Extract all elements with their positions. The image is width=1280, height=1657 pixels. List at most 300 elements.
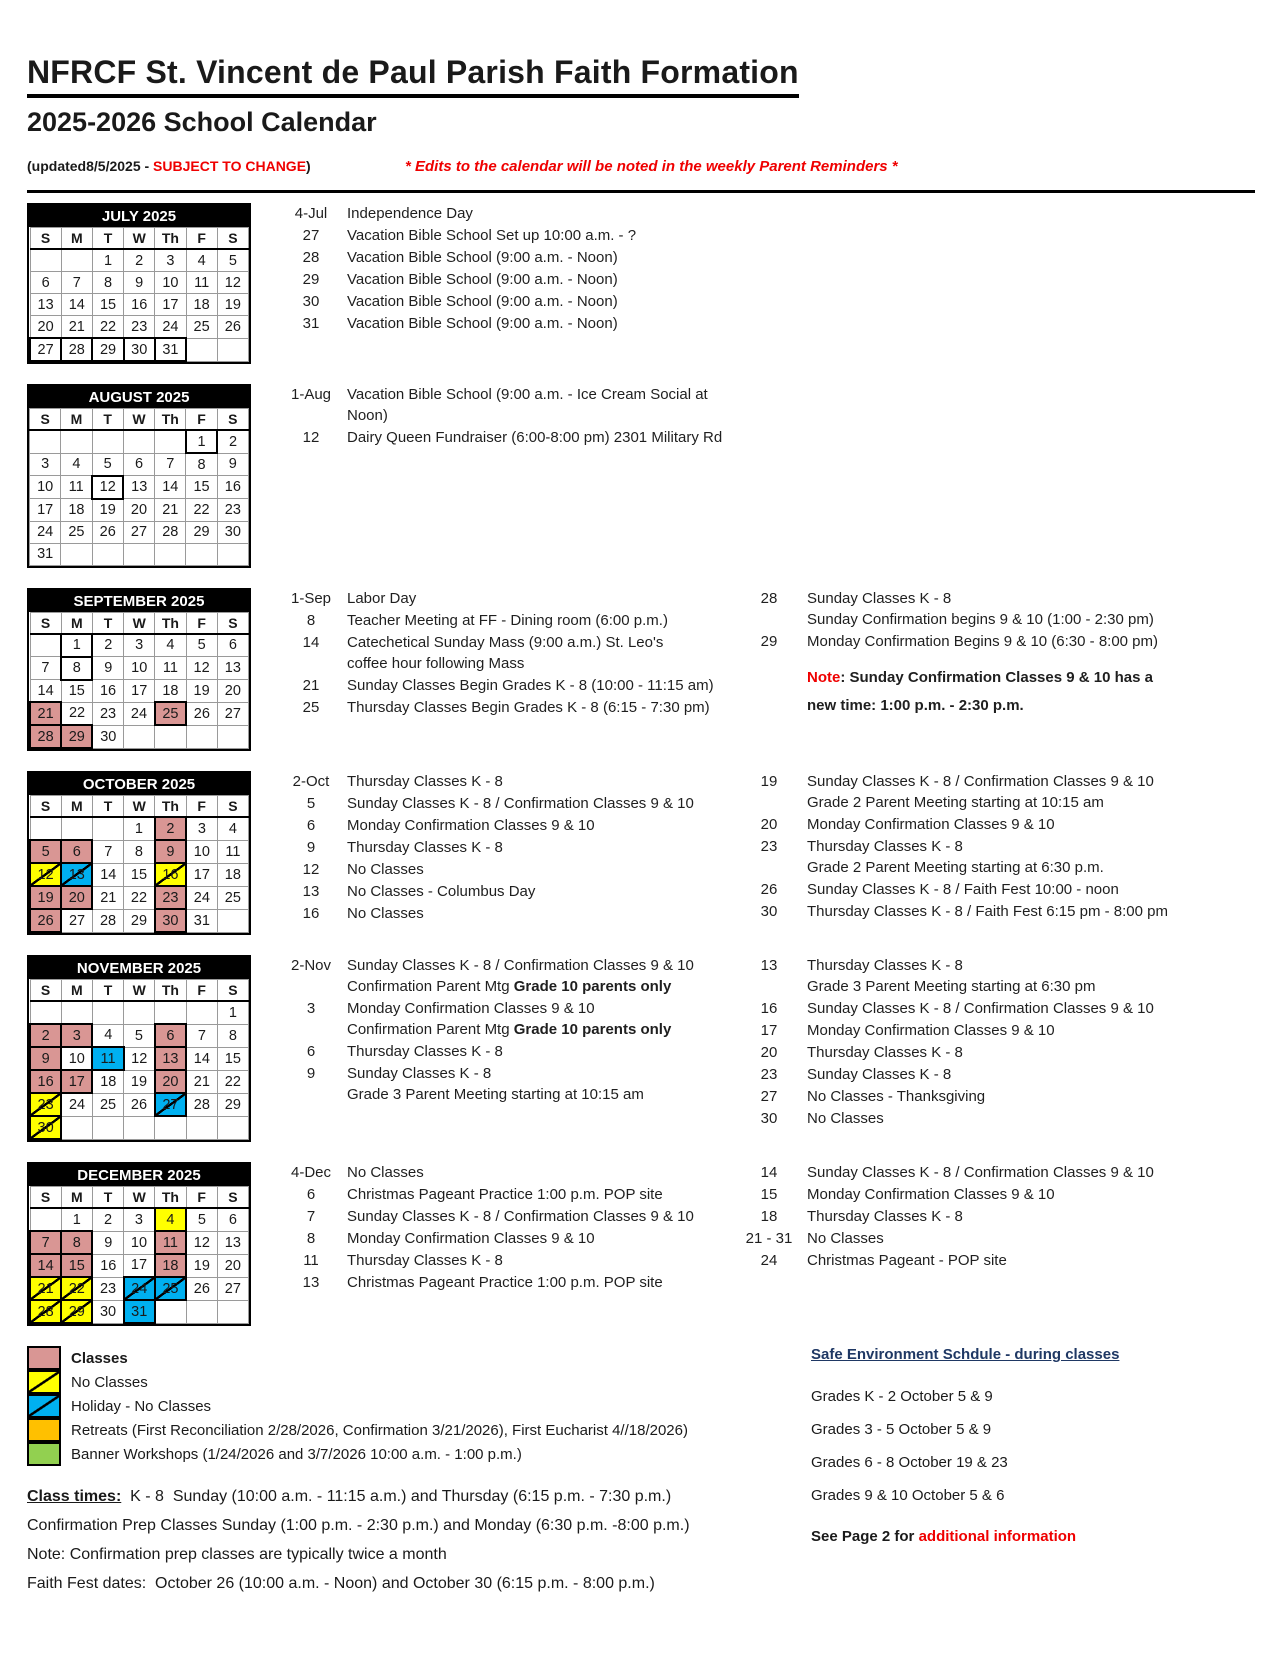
event-date: 9 [306,1065,316,1082]
event-date: 8 [306,611,316,629]
day-cell [217,725,248,748]
week-row [30,1300,249,1323]
day-cell: 7 [30,1231,61,1254]
day-cell: 4 [217,817,248,840]
day-cell: 19 [186,680,217,703]
events-column [283,203,745,335]
day-header: Th [155,228,186,250]
day-cell [186,725,217,748]
day-cell: 16 [92,1254,123,1277]
event-line [807,695,1153,716]
day-cell: 19 [124,1070,155,1093]
day-cell: 5 [186,634,217,657]
event-line [347,247,618,268]
class-times-text-1: K - 8 Sunday (10:00 a.m. - 11:15 a.m.) and Thursday (6:15 p.m. - 7:30 p.m.) [121,1488,672,1505]
day-cell: 28 [92,909,123,932]
day-cell: 11 [92,1047,123,1070]
event-row [745,1064,1255,1085]
see-page-highlight: additional information [918,1528,1077,1545]
event-line [347,1084,644,1105]
day-cell: 25 [61,521,92,543]
events-column [283,1162,745,1294]
day-cell: 13 [217,1231,248,1254]
week-row [30,430,249,453]
day-cell: 26 [92,521,123,543]
legend-label: Classes [71,1349,128,1367]
event-text [347,610,668,631]
day-header: F [186,1187,217,1209]
event-text-segment: No Classes [807,1230,884,1247]
event-line [347,1019,671,1040]
event-text [807,1042,963,1063]
legend-item [27,1394,787,1418]
day-cell: 9 [124,272,155,294]
event-line [347,653,663,674]
event-date: 23 [760,1066,778,1083]
day-cell: 2 [155,817,186,840]
event-text [347,1228,595,1249]
week-row [30,634,249,657]
day-cell: 3 [186,817,217,840]
event-row [283,203,745,224]
week-row [30,886,249,909]
day-header: F [186,409,217,431]
day-header: S [30,612,61,634]
day-cell [186,338,217,361]
event-text-segment: Sunday Classes K - 8 / Confirmation Classes 9 & 10 [347,1208,694,1225]
event-line [807,955,1096,976]
event-row [283,291,745,312]
event-row [283,1228,745,1249]
day-cell: 6 [217,634,248,657]
event-line [807,1228,884,1249]
day-cell [217,909,248,932]
event-text [347,771,503,792]
day-cell: 26 [217,316,248,339]
day-cell: 2 [30,1024,61,1047]
event-text-segment: Vacation Bible School (9:00 a.m. - Noon) [347,293,618,310]
day-cell [217,1300,248,1323]
week-row [30,249,249,272]
day-header: T [92,796,123,818]
day-cell [186,1001,217,1024]
legend-swatch-u [27,1394,61,1418]
event-line [347,771,503,792]
day-header: Th [155,980,186,1002]
safe-environment-line: Grades 3 - 5 October 5 & 9 [811,1421,992,1438]
week-row [30,1277,249,1300]
day-cell [92,543,123,565]
day-cell [217,543,248,565]
day-header: Th [155,409,186,431]
day-header: W [124,796,155,818]
event-date: 4-Jul [294,205,328,222]
event-text [347,881,535,902]
event-text-segment: Sunday Classes Begin Grades K - 8 (10:00 - 11:15 am) [347,676,714,694]
event-date: 7 [306,1208,316,1225]
day-cell: 24 [30,521,61,543]
day-cell: 16 [92,680,123,703]
day-cell [155,543,186,565]
calendar-title: OCTOBER 2025 [29,773,249,795]
event-text-segment: Thursday Classes K - 8 [807,957,963,974]
event-date: 15 [760,1186,778,1203]
safe-environment-line: Grades 6 - 8 October 19 & 23 [811,1454,1008,1471]
day-cell: 4 [61,453,92,476]
event-row [745,771,1255,813]
event-line [347,1272,663,1293]
day-cell [61,1001,92,1024]
event-text-segment: Thursday Classes K - 8 [347,1252,503,1269]
event-row [745,1162,1255,1183]
event-row [283,1206,745,1227]
event-line [347,976,694,997]
day-header: S [217,228,248,250]
calendar-november [27,955,251,1142]
event-text [347,1206,694,1227]
event-line [807,1108,884,1129]
day-header: T [92,228,123,250]
event-row [745,814,1255,835]
event-date: 13 [760,957,778,974]
week-row [30,1001,249,1024]
day-header: T [92,409,123,431]
event-text [347,1162,424,1183]
day-cell: 13 [123,476,154,499]
day-cell: 10 [61,1047,92,1070]
legend-item [27,1442,787,1466]
event-text-segment: Vacation Bible School (9:00 a.m. - Ice Cream Social at Noon) [347,386,708,424]
day-cell: 22 [61,1277,92,1300]
month-row-august [27,384,1255,568]
event-date: 25 [302,698,320,716]
day-cell: 10 [124,657,155,680]
week-row [30,476,249,499]
day-cell: 3 [124,1208,155,1231]
event-date: 16 [302,905,320,922]
class-times-line-2: Confirmation Prep Classes Sunday (1:00 p.m. - 2:30 p.m.) and Monday (6:30 p.m. -8:00 p.m.) [27,1517,690,1534]
calendar-september [27,588,251,752]
event-date: 2-Oct [292,773,330,790]
event-line [807,792,1154,813]
event-text [347,903,424,924]
event-line [347,203,473,224]
day-header: S [217,1187,248,1209]
event-text [807,1250,1007,1271]
event-row [745,955,1255,997]
event-row [283,903,745,924]
week-row [30,863,249,886]
day-cell [186,543,217,565]
event-text-segment: Labor Day [347,589,417,607]
legend-label: Retreats (First Reconciliation 2/28/2026, Confirmation 3/21/2026), First Eucharist 4//18/2026) [71,1421,688,1439]
day-cell [30,249,61,272]
event-row [283,955,745,997]
event-text-segment: Christmas Pageant Practice 1:00 p.m. POP site [347,1274,663,1291]
month-row-december [27,1162,1255,1326]
event-date: 14 [302,633,320,651]
event-line [807,836,1104,857]
event-line [347,697,710,718]
event-text-segment: Monday Confirmation Classes 9 & 10 [807,1186,1055,1203]
day-header-row [30,612,249,634]
day-cell: 10 [186,840,217,863]
day-cell: 3 [61,1024,92,1047]
events-column [745,771,1255,923]
event-text [807,1228,884,1249]
event-text [347,203,473,224]
day-cell: 25 [155,1277,186,1300]
event-line [347,225,636,246]
day-cell: 9 [155,840,186,863]
day-cell [30,817,61,840]
day-cell: 4 [92,1024,123,1047]
day-cell: 10 [155,272,186,294]
day-header: S [217,796,248,818]
event-line [347,1162,424,1183]
calendar-grid [29,795,249,933]
event-text-segment: Thursday Classes K - 8 [807,1208,963,1225]
day-cell [124,725,155,748]
day-cell [92,1116,123,1139]
event-text-segment: Vacation Bible School (9:00 a.m. - Noon) [347,315,618,332]
event-text-segment: Sunday Confirmation Classes 9 & 10 has a [849,668,1153,686]
event-date: 18 [760,1208,778,1225]
day-cell: 17 [186,863,217,886]
event-line [807,998,1154,1019]
event-text [807,1184,1055,1205]
event-row [283,1162,745,1183]
safe-environment-block [787,1346,1255,1604]
day-cell: 24 [124,1277,155,1300]
event-text [347,815,595,836]
event-text-segment: new time: 1:00 p.m. - 2:30 p.m. [807,696,1024,714]
day-cell: 16 [124,294,155,316]
day-header-row [30,796,249,818]
day-cell: 18 [155,1254,186,1277]
day-cell: 9 [92,1231,123,1254]
day-header-row [30,1187,249,1209]
legend-swatch-g [27,1442,61,1466]
event-text-segment: Sunday Classes K - 8 / Faith Fest 10:00 - noon [807,881,1119,898]
events-column [745,1162,1255,1272]
event-row [283,815,745,836]
day-cell: 15 [92,294,123,316]
day-cell: 5 [217,249,248,272]
day-cell: 28 [30,725,61,748]
day-cell: 11 [186,272,217,294]
day-cell: 17 [30,499,61,522]
day-cell: 5 [186,1208,217,1231]
day-cell: 21 [30,1277,61,1300]
day-cell: 20 [217,1254,248,1277]
day-cell [155,725,186,748]
event-text [807,814,1055,835]
event-text-segment: Sunday Classes K - 8 [807,589,952,607]
week-row [30,1254,249,1277]
event-row [283,225,745,246]
day-cell [217,1116,248,1139]
day-cell: 4 [155,634,186,657]
event-line [807,1206,963,1227]
day-cell: 30 [30,1116,61,1139]
event-line [807,976,1096,997]
event-text [807,667,1153,723]
events-column [745,955,1255,1130]
week-row [30,725,249,748]
day-cell: 15 [61,1254,92,1277]
event-row [745,1020,1255,1041]
calendar-title: AUGUST 2025 [29,386,249,408]
event-date: 8 [306,1230,316,1247]
day-cell: 21 [155,499,186,522]
day-cell: 1 [217,1001,248,1024]
event-text [807,1020,1055,1041]
legend-swatch-y [27,1370,61,1394]
note-row [745,667,1255,723]
event-date: 17 [760,1022,778,1039]
day-cell [92,1001,123,1024]
legend-item [27,1370,787,1394]
day-cell: 24 [124,702,155,725]
event-text-segment: No Classes [347,905,424,922]
day-cell: 18 [61,499,92,522]
event-date: 19 [760,773,778,790]
event-text [347,1184,663,1205]
day-cell [61,249,92,272]
legend-item [27,1418,787,1442]
day-cell [186,1300,217,1323]
day-header: S [30,980,61,1002]
day-cell: 20 [217,680,248,703]
day-cell: 31 [124,1300,155,1323]
page-subtitle: 2025-2026 School Calendar [27,107,377,137]
week-row [30,1116,249,1139]
day-header: M [61,1187,92,1209]
day-cell: 25 [92,1093,123,1116]
calendar-grid [29,612,249,750]
day-cell: 9 [92,657,123,680]
day-cell: 28 [155,521,186,543]
month-row-november [27,955,1255,1142]
day-cell: 21 [92,886,123,909]
event-date: 28 [302,249,320,266]
day-cell: 7 [186,1024,217,1047]
day-cell [30,430,61,453]
day-cell: 16 [30,1070,61,1093]
event-text-segment: Teacher Meeting at FF - Dining room (6:00 p.m.) [347,611,668,629]
event-text [347,291,618,312]
event-text [807,771,1154,813]
event-date: 6 [306,1043,316,1060]
day-cell: 7 [155,453,186,476]
event-date: 16 [760,1000,778,1017]
event-date: 21 - 31 [745,1230,793,1247]
day-cell: 30 [92,725,123,748]
week-row [30,453,249,476]
day-header-row [30,409,249,431]
day-cell: 18 [217,863,248,886]
see-page-prefix: See Page 2 for [811,1528,919,1545]
day-cell: 5 [92,453,123,476]
event-text-segment: Sunday Classes K - 8 [347,1065,492,1082]
day-header: M [61,796,92,818]
class-times-label: Class times: [27,1488,122,1505]
day-cell: 3 [30,453,61,476]
event-line [347,384,745,426]
day-cell: 22 [61,702,92,725]
day-cell: 27 [217,702,248,725]
event-line [807,1162,1154,1183]
day-cell: 31 [186,909,217,932]
event-text-segment: No Classes [347,1164,424,1181]
day-header: W [124,1187,155,1209]
event-date: 28 [760,589,778,607]
event-row [283,1184,745,1205]
day-cell: 14 [186,1047,217,1070]
day-cell: 12 [124,1047,155,1070]
day-cell [123,543,154,565]
day-cell: 8 [124,840,155,863]
events-spacer [745,653,1255,667]
event-text-segment: Independence Day [347,205,473,222]
event-text-segment: Thursday Classes Begin Grades K - 8 (6:15 - 7:30 pm) [347,698,710,716]
event-line [807,1042,963,1063]
day-cell: 1 [186,430,217,453]
week-row [30,909,249,932]
day-cell: 23 [217,499,248,522]
event-date: 20 [760,816,778,833]
day-cell [61,817,92,840]
day-cell: 26 [186,1277,217,1300]
calendar-title: DECEMBER 2025 [29,1164,249,1186]
event-text-segment: No Classes - Columbus Day [347,883,536,900]
event-text-segment: Monday Confirmation Classes 9 & 10 [347,1230,595,1247]
event-row [745,1206,1255,1227]
day-cell: 4 [186,249,217,272]
event-date: 13 [302,883,320,900]
day-header: F [186,980,217,1002]
subject-to-change: SUBJECT TO CHANGE [153,158,307,174]
event-date: 6 [306,1186,316,1203]
class-times-line-3: Note: Confirmation prep classes are typically twice a month [27,1546,447,1563]
day-cell: 13 [30,294,61,316]
day-header: W [124,228,155,250]
day-cell: 17 [61,1070,92,1093]
event-date: 27 [760,1088,778,1105]
event-row [283,384,745,426]
day-header: S [217,409,248,431]
day-cell: 12 [186,1231,217,1254]
day-cell: 30 [217,521,248,543]
event-text-segment: Sunday Classes K - 8 [807,1066,952,1083]
event-line [347,1063,644,1084]
event-text-segment: Confirmation Parent Mtg [347,1021,514,1038]
event-text [347,225,636,246]
event-text-segment: Thursday Classes K - 8 / Faith Fest 6:15 pm - 8:00 pm [807,903,1168,920]
event-date: 20 [760,1044,778,1061]
day-cell: 2 [217,430,248,453]
week-row [30,316,249,339]
events-column [283,771,745,925]
week-row [30,1024,249,1047]
event-text [807,631,1158,652]
day-cell: 14 [92,863,123,886]
calendar-december [27,1162,251,1326]
event-text-segment: Grade 2 Parent Meeting starting at 10:15 am [807,794,1104,811]
event-text [807,1108,884,1129]
event-row [283,269,745,290]
